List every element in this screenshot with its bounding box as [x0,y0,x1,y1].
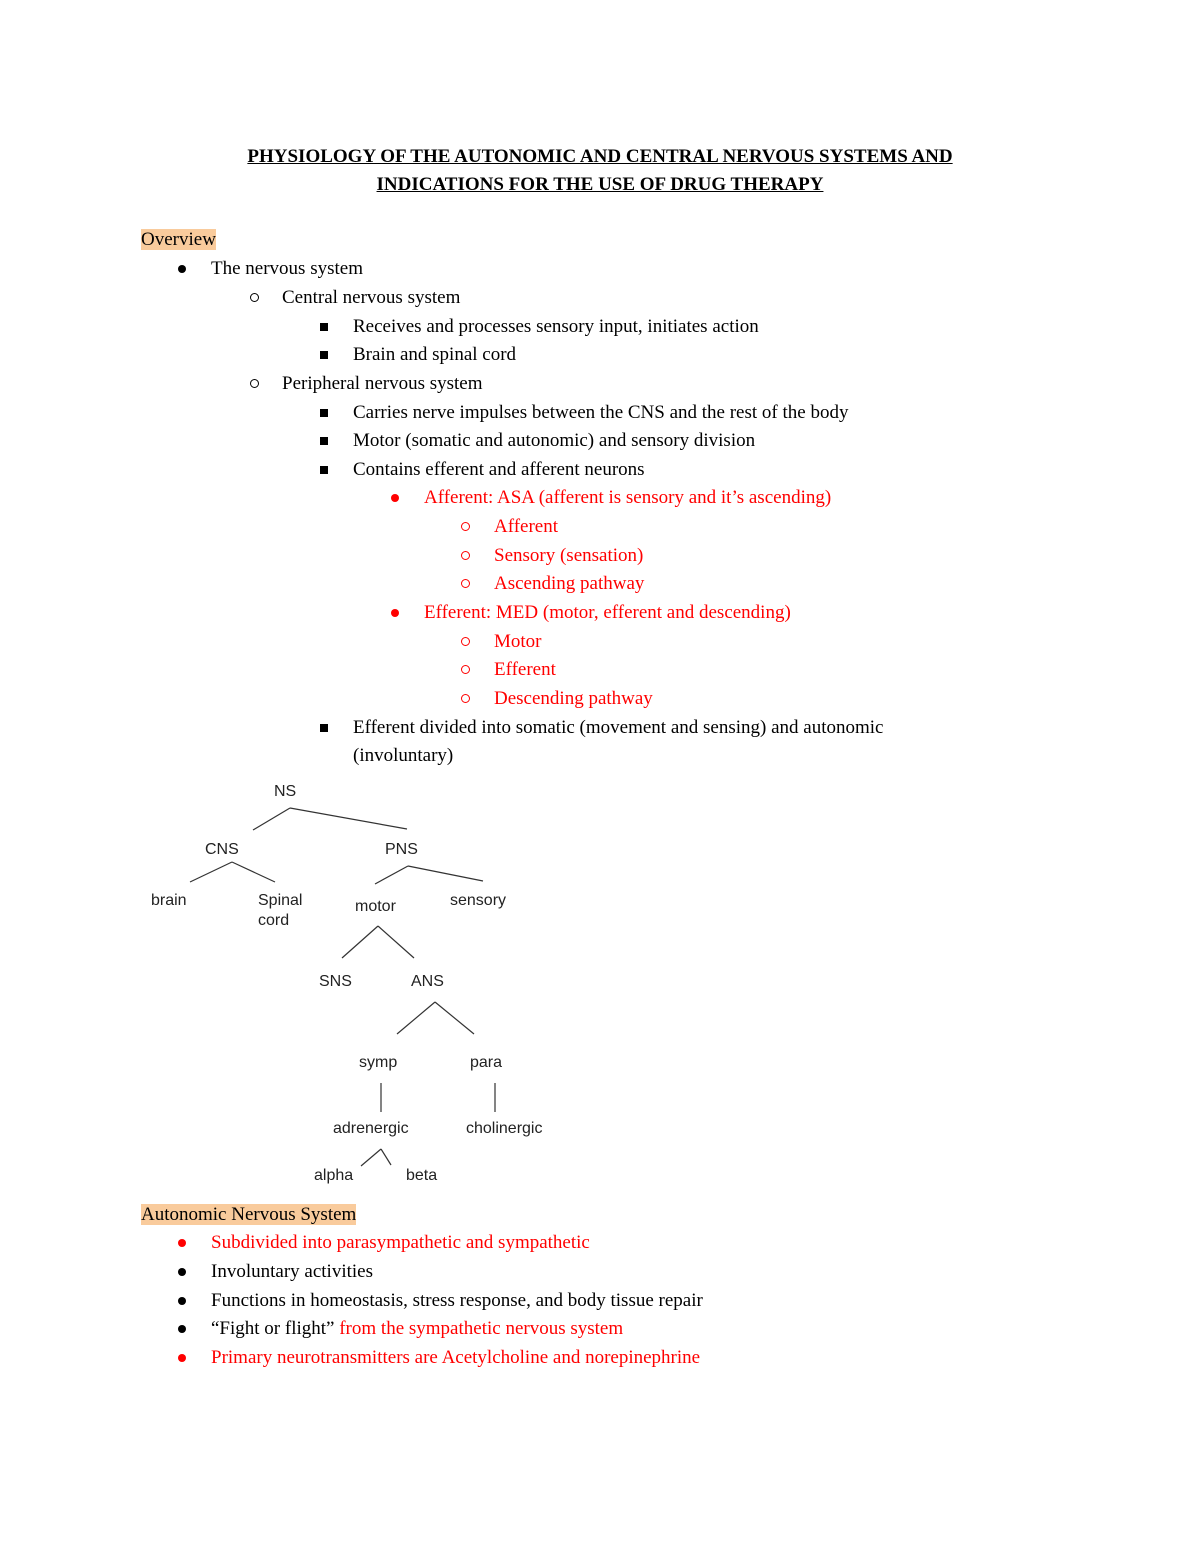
tree-edge [190,862,232,882]
tree-edge [408,866,483,881]
list-item: Afferent [494,516,559,537]
node-motor: motor [355,898,396,915]
overview-heading-text: Overview [141,229,216,250]
bullet-dot-icon [172,1315,192,1343]
tree-edge [375,866,408,884]
tree-edge [361,1149,381,1166]
list-item: Efferent divided into somatic (movement and sensing) and autonomic [353,717,884,738]
list-item: Efferent: MED (motor, efferent and descending) [424,602,791,623]
title-line-1: PHYSIOLOGY OF THE AUTONOMIC AND CENTRAL NERVOUS SYSTEMS AND [247,146,953,167]
list-item: Sensory (sensation) [494,545,644,566]
list-item: Primary neurotransmitters are Acetylcholine and norepinephrine [211,1347,701,1368]
list-item: Ascending pathway [494,573,645,594]
list-item: Contains efferent and afferent neurons [353,459,645,480]
fight-or-flight-text: “Fight or flight” [211,1318,335,1339]
list-item: Motor (somatic and autonomic) and sensory division [353,430,756,451]
list-item: Brain and spinal cord [353,344,517,365]
list-item: Carries nerve impulses between the CNS and the rest of the body [353,402,849,423]
node-symp: symp [359,1054,398,1071]
node-adrenergic: adrenergic [333,1120,409,1137]
bullet-dot-icon [172,1344,192,1372]
list-item: Afferent: ASA (afferent is sensory and it’s ascending) [424,487,832,508]
ans-heading-text: Autonomic Nervous System [141,1204,357,1225]
node-para: para [470,1054,503,1071]
sympathetic-note-text: from the sympathetic nervous system [334,1318,624,1339]
title-line-2: INDICATIONS FOR THE USE OF DRUG THERAPY [376,174,824,195]
tree-edge [342,926,378,958]
list-item: Functions in homeostasis, stress response, and body tissue repair [211,1290,703,1311]
node-alpha: alpha [314,1167,354,1184]
bullet-dot-icon [172,1258,192,1286]
node-sensory: sensory [450,892,507,909]
node-cord: cord [258,912,290,929]
tree-edge [381,1149,391,1165]
list-item-continuation: (involuntary) [353,745,454,766]
bullet-dot-icon [172,1229,192,1257]
node-cns: CNS [205,841,239,858]
tree-edge [435,1002,474,1034]
tree-edge [290,808,407,829]
list-item: The nervous system [211,258,363,279]
node-ns: NS [274,783,297,800]
list-item: Efferent [494,659,556,680]
list-item [211,1315,623,1343]
list-item: Descending pathway [494,688,653,709]
list-item: Central nervous system [282,287,461,308]
node-beta: beta [406,1167,438,1184]
node-brain: brain [151,892,187,909]
list-item: Receives and processes sensory input, initiates action [353,316,759,337]
bullet-dot-icon [172,1287,192,1315]
node-cholinergic: cholinergic [466,1120,543,1137]
node-sns: SNS [319,973,352,990]
tree-edge [397,1002,435,1034]
node-spinal: Spinal [258,892,303,909]
node-pns: PNS [385,841,418,858]
list-item: Involuntary activities [211,1261,373,1282]
list-item: Peripheral nervous system [282,373,483,394]
ans-heading [141,1201,356,1229]
tree-edge [253,808,290,830]
list-item: Subdivided into parasympathetic and sympathetic [211,1232,590,1253]
tree-edge [378,926,414,958]
list-item: Motor [494,631,542,652]
node-ans: ANS [411,973,444,990]
tree-edge [232,862,275,882]
